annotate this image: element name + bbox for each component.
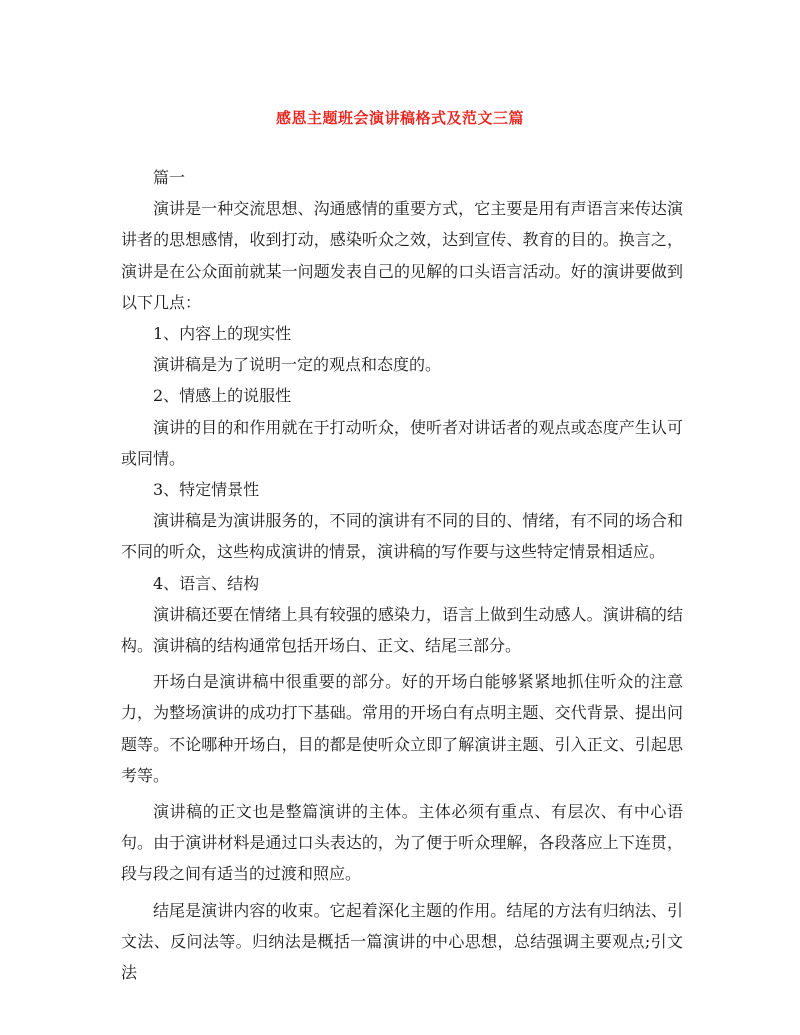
document-title: 感恩主题班会演讲稿格式及范文三篇 bbox=[275, 109, 524, 127]
point-heading-3: 3、特定情景性 bbox=[153, 480, 260, 500]
document-body bbox=[121, 162, 683, 988]
section-heading-1: 篇一 bbox=[153, 168, 186, 187]
paragraph-intro: 演讲是一种交流思想、沟通感情的重要方式，它主要是用有声语言来传达演讲者的思想感情，收到打动，感染听众之效，达到宣传、教育的目的。换言之，演讲是在公众面前就某一问题发表自己的见解的口头语言活动。好的演讲要做到以下几点： bbox=[121, 199, 683, 312]
paragraph-main-body: 演讲稿的正文也是整篇演讲的主体。主体必须有重点、有层次、有中心语句。由于演讲材料是通过口头表达的，为了便于听众理解，各段落应上下连贯，段与段之间有适当的过渡和照应。 bbox=[121, 802, 683, 884]
paragraph-point-4: 演讲稿还要在情绪上具有较强的感染力，语言上做到生动感人。演讲稿的结构。演讲稿的结构通常包括开场白、正文、结尾三部分。 bbox=[121, 604, 683, 656]
paragraph-opening: 开场白是演讲稿中很重要的部分。好的开场白能够紧紧地抓住听众的注意力，为整场演讲的成功打下基础。常用的开场白有点明主题、交代背景、提出问题等。不论哪种开场白，目的都是使听众立即了解演讲主题、引入正文、引起思考等。 bbox=[121, 672, 683, 785]
paragraph-point-1: 演讲稿是为了说明一定的观点和态度的。 bbox=[153, 355, 442, 375]
point-heading-4: 4、语言、结构 bbox=[153, 573, 260, 593]
paragraph-point-2: 演讲的目的和作用就在于打动听众，使听者对讲话者的观点或态度产生认可或同情。 bbox=[121, 417, 683, 468]
point-heading-1: 1、内容上的现实性 bbox=[153, 324, 292, 344]
paragraph-point-3: 演讲稿是为演讲服务的，不同的演讲有不同的目的、情绪，有不同的场合和不同的听众，这些构成演讲的情景，演讲稿的写作要与这些特定情景相适应。 bbox=[121, 511, 683, 562]
point-heading-2: 2、情感上的说服性 bbox=[153, 386, 292, 406]
paragraph-ending: 结尾是演讲内容的收束。它起着深化主题的作用。结尾的方法有归纳法、引文法、反问法等。归纳法是概括一篇演讲的中心思想，总结强调主要观点;引文法 bbox=[121, 900, 683, 983]
